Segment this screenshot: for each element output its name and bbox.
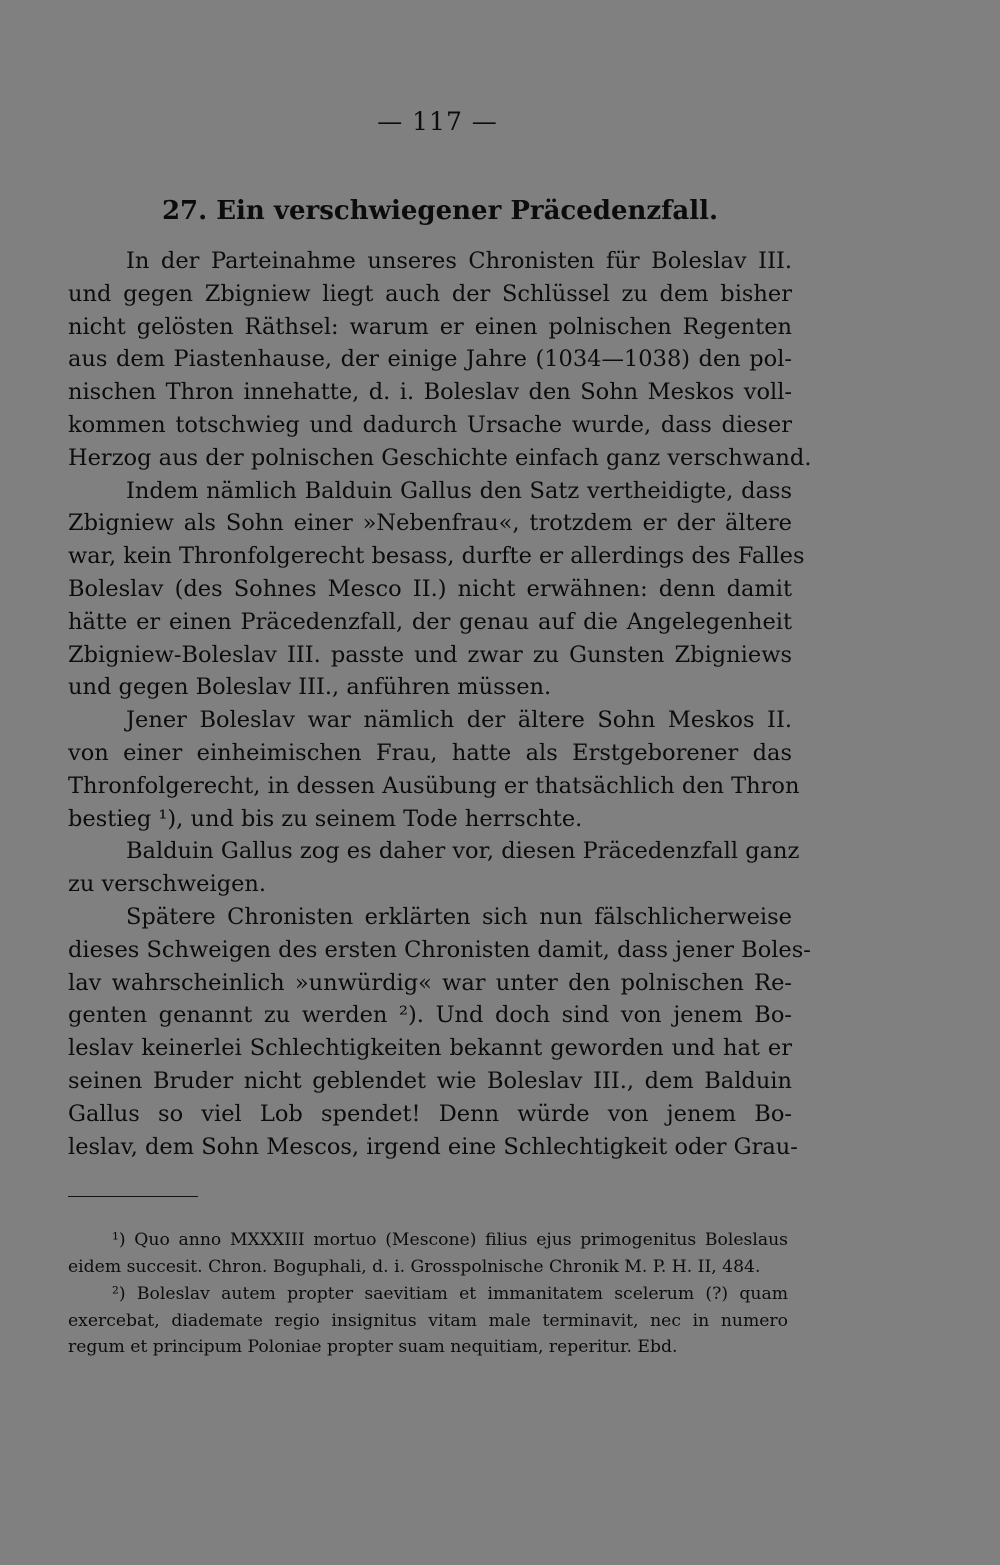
footnote-2: ²) Boleslav autem propter saevitiam et immanitatem scelerum (?) quam exercebat, diademate regio insignitus vitam male terminavit, nec in numero regum et principum Poloniae propter suam nequitiam, reperitur. Ebd. [68, 1284, 788, 1357]
text-line: nischen Thron innehatte, d. i. Boleslav den Sohn Meskos voll- [68, 379, 792, 406]
text-line: von einer einheimischen Frau, hatte als Erstgeborener das [68, 739, 792, 766]
text-line: Jener Boleslav war nämlich der ältere Sohn Meskos II. [126, 707, 792, 734]
text-line: und gegen Zbigniew liegt auch der Schlüssel zu dem bisher [68, 280, 792, 307]
text-line: aus dem Piastenhause, der einige Jahre (1034—1038) den pol- [68, 346, 792, 373]
text-line: Gallus so viel Lob spendet! Denn würde von jenem Bo- [68, 1100, 792, 1127]
text-line: lav wahrscheinlich »unwürdig« war unter den polnischen Re- [68, 969, 792, 996]
text-line: bestieg ¹), und bis zu seinem Tode herrschte. [68, 805, 583, 832]
text-line: kommen totschwieg und dadurch Ursache wurde, dass dieser [68, 411, 792, 438]
text-line: Thronfolgerecht, in dessen Ausübung er thatsächlich den Thron [68, 772, 800, 799]
text-line: Balduin Gallus zog es daher vor, diesen Präcedenzfall ganz [126, 838, 800, 865]
footnote-1: ¹) Quo anno MXXXIII mortuo (Mescone) filius ejus primogenitus Boleslaus eidem succesit. Chron. Boguphali, d. i. Grosspolnische Chronik M. P. H. II, 484. [68, 1230, 788, 1277]
text-line: hätte er einen Präcedenzfall, der genau auf die Angelegenheit [68, 608, 792, 635]
footnotes [68, 1227, 788, 1362]
text-line: leslav, dem Sohn Mescos, irgend eine Schlechtigkeit oder Grau- [68, 1133, 798, 1160]
chapter-title: 27. Ein verschwiegener Präcedenzfall. [161, 196, 719, 226]
text-line: war, kein Thronfolgerecht besass, durfte er allerdings des Falles [68, 543, 805, 570]
text-line: Herzog aus der polnischen Geschichte einfach ganz verschwand. [68, 444, 812, 471]
text-line: genten genannt zu werden ²). Und doch sind von jenem Bo- [68, 1002, 792, 1029]
text-line: In der Parteinahme unseres Chronisten für Boleslav III. [126, 248, 792, 274]
page-number: — 117 — [377, 107, 498, 136]
body-text [68, 245, 812, 1163]
footnote-divider [68, 1196, 198, 1197]
text-line: Zbigniew-Boleslav III. passte und zwar zu Gunsten Zbigniews [68, 641, 792, 668]
text-line: Indem nämlich Balduin Gallus den Satz vertheidigte, dass [126, 477, 792, 504]
text-line: Zbigniew als Sohn einer »Nebenfrau«, trotzdem er der ältere [68, 510, 792, 537]
text-line: leslav keinerlei Schlechtigkeiten bekannt geworden und hat er [68, 1035, 792, 1062]
text-line: und gegen Boleslav III., anführen müssen. [68, 674, 552, 701]
text-line: seinen Bruder nicht geblendet wie Boleslav III., dem Balduin [68, 1067, 792, 1094]
text-line: nicht gelösten Räthsel: warum er einen polnischen Regenten [68, 313, 792, 340]
text-line: Spätere Chronisten erklärten sich nun fälschlicherweise [126, 903, 792, 930]
text-line: dieses Schweigen des ersten Chronisten damit, dass jener Boles- [68, 936, 811, 963]
text-line: zu verschweigen. [68, 871, 267, 898]
text-line: Boleslav (des Sohnes Mesco II.) nicht erwähnen: denn damit [68, 575, 792, 602]
